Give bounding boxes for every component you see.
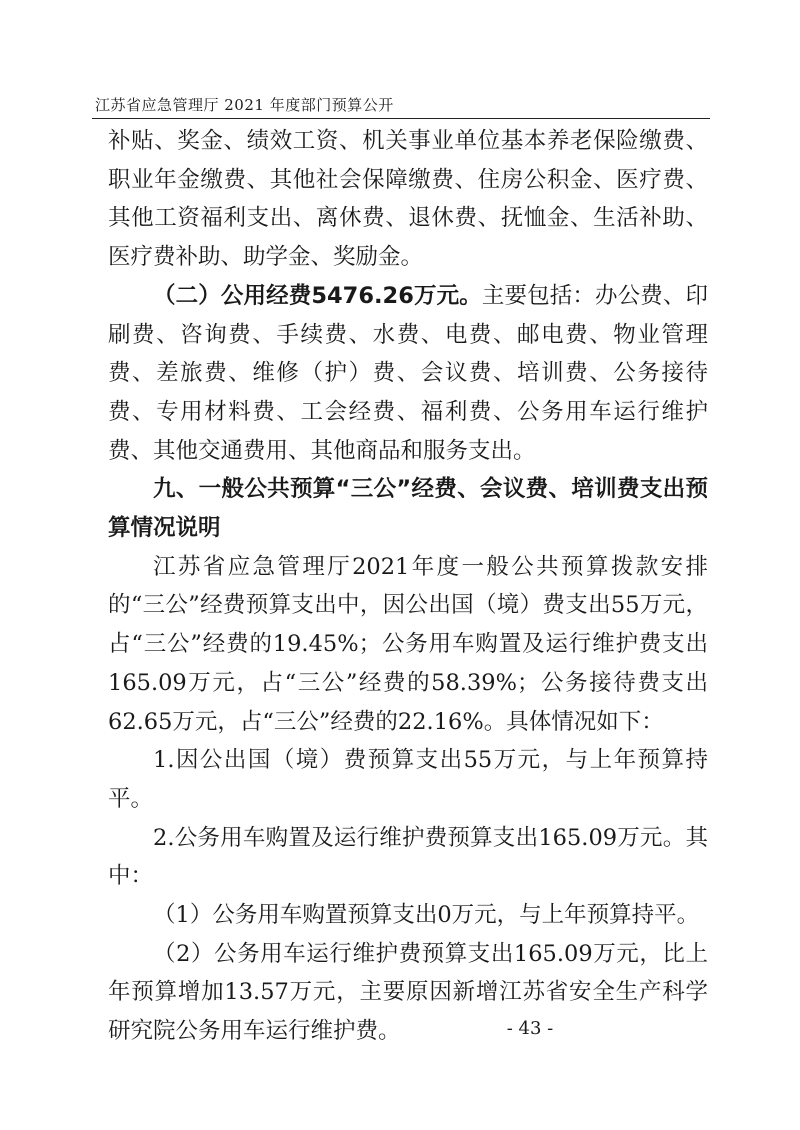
- paragraph-vehicle-purchase: （1）公务用车购置预算支出0万元，与上年预算持平。: [153, 902, 700, 929]
- paragraph-vehicle-operation: （2）公务用车运行维护费预算支出165.09万元，比上年预算增加13.57万元，主要原因新增江苏省安全生产科学研究院公务用车运行维护费。: [108, 940, 708, 1045]
- paragraph-vehicle-total: 2.公务用车购置及运行维护费预算支出165.09万元。其中：: [108, 824, 708, 890]
- paragraph-public-funds: [108, 277, 708, 471]
- header-divider: [92, 118, 710, 119]
- section-heading-nine: 九、一般公共预算“三公”经费、会议费、培训费支出预算情况说明: [108, 476, 708, 542]
- page-header: 江苏省应急管理厅 2021 年度部门预算公开: [95, 96, 394, 114]
- public-funds-label: （二）公用经费5476.26万元。: [153, 282, 482, 309]
- public-funds-text: 主要包括：办公费、印刷费、咨询费、手续费、水费、电费、邮电费、物业管理费、差旅费、维修（护）费、会议费、培训费、公务接待费、专用材料费、工会经费、福利费、公务用车运行维护费、其他交通费用、其他商品和服务支出。: [108, 282, 708, 464]
- paragraph-three-public-summary: 江苏省应急管理厅2021年度一般公共预算拨款安排的“三公”经费预算支出中，因公出国（境）费支出55万元，占“三公”经费的19.45%；公务用车购置及运行维护费支出165.09万元，占“三公”经费的58.39%；公务接待费支出62.65万元，占“三公”经费的22.16%。具体情况如下：: [108, 553, 708, 735]
- page-number: - 43 -: [506, 1018, 554, 1039]
- paragraph-personnel-items: 补贴、奖金、绩效工资、机关事业单位基本养老保险缴费、职业年金缴费、其他社会保障缴费、住房公积金、医疗费、其他工资福利支出、离休费、退休费、抚恤金、生活补助、医疗费补助、助学金、奖励金。: [108, 128, 708, 271]
- paragraph-overseas-travel: 1.因公出国（境）费预算支出55万元，与上年预算持平。: [108, 747, 708, 812]
- document-body: [108, 122, 708, 1051]
